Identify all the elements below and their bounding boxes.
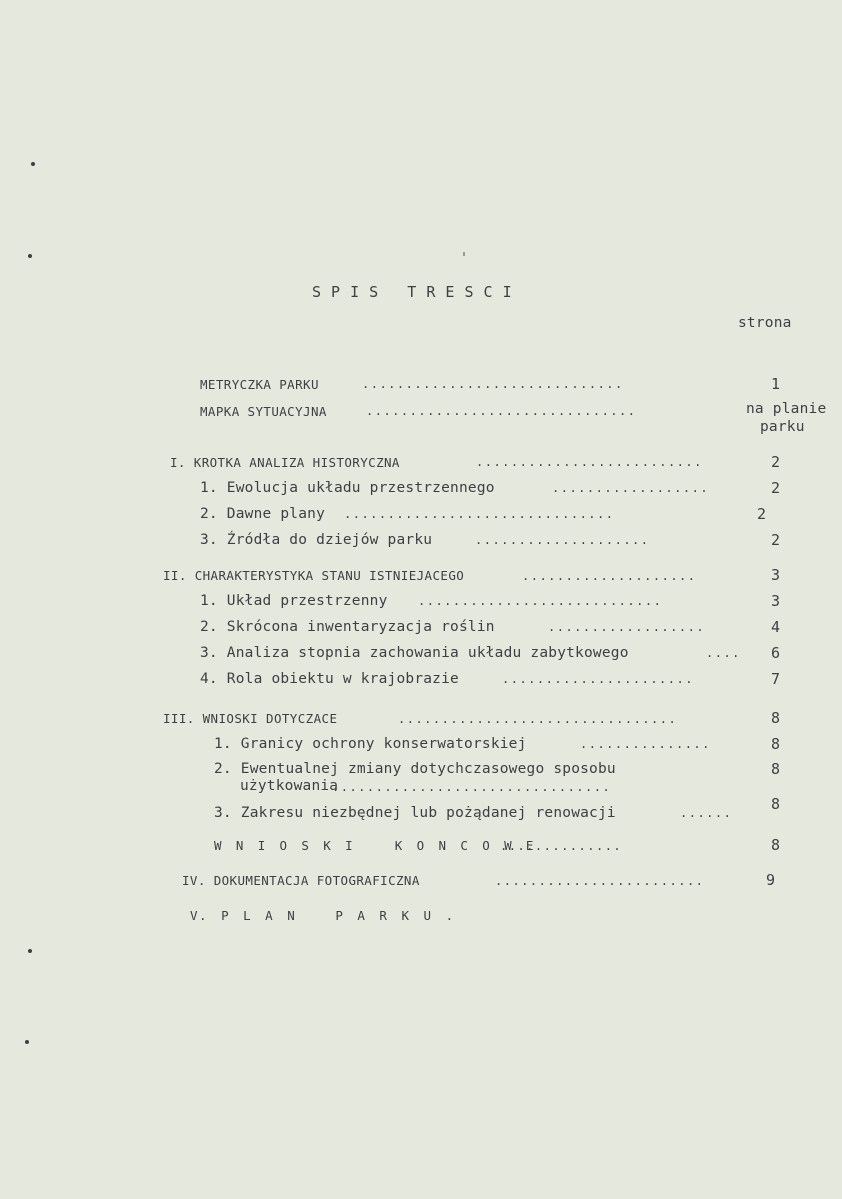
toc-section-label: W N I O S K I K O N C O W E — [214, 838, 534, 853]
toc-page-number: 8 — [771, 709, 781, 727]
toc-section-label: I. KROTKA ANALIZA HISTORYCZNA — [170, 455, 400, 470]
toc-leader-dots: ............................... — [344, 507, 615, 521]
toc-page-number: 4 — [771, 618, 781, 636]
toc-page-number: 6 — [771, 644, 781, 662]
toc-entry-label: 1. Układ przestrzenny — [200, 593, 388, 609]
toc-page-number: 8 — [771, 735, 781, 753]
toc-page-number: 2 — [771, 453, 781, 471]
toc-leader-dots: ................................ — [332, 780, 612, 794]
toc-page-number: 8 — [771, 760, 781, 778]
toc-section-label: III. WNIOSKI DOTYCZACE — [163, 711, 338, 726]
toc-leader-dots: .................... — [475, 533, 650, 547]
toc-entry-label-cont: użytkowania — [240, 778, 339, 794]
toc-leader-dots: ................................ — [398, 712, 678, 726]
toc-leader-dots: .................. — [552, 481, 710, 495]
toc-entry-label: 3. Źródła do dziejów parku — [200, 532, 433, 548]
toc-page-number: 8 — [771, 795, 781, 813]
margin-mark — [31, 162, 35, 166]
toc-entry-label: 3. Zakresu niezbędnej lub pożądanej renowacji — [214, 805, 616, 821]
toc-leader-dots: .................... — [522, 569, 697, 583]
toc-leader-dots: .... — [706, 646, 741, 660]
toc-entry-label: 4. Rola obiektu w krajobrazie — [200, 671, 459, 687]
margin-mark — [28, 254, 32, 258]
toc-entry-label: 2. Skrócona inwentaryzacja roślin — [200, 619, 495, 635]
toc-leader-dots: ...... — [680, 806, 733, 820]
toc-page-number: 1 — [771, 375, 781, 393]
toc-section-label: II. CHARAKTERYSTYKA STANU ISTNIEJACEGO — [163, 568, 465, 583]
margin-mark — [28, 949, 32, 953]
toc-page-number: 2 — [757, 505, 767, 523]
toc-leader-dots: ............................ — [418, 594, 663, 608]
toc-leader-dots: ........................ — [495, 874, 705, 888]
toc-page-number: 2 — [771, 479, 781, 497]
toc-entry-label: 2. Dawne plany — [200, 506, 326, 522]
page-column-label: strona — [738, 315, 792, 331]
toc-leader-dots: ............................... — [366, 404, 637, 418]
toc-entry-label: MAPKA SYTUACYJNA — [200, 404, 327, 419]
toc-page-number: 9 — [766, 871, 776, 889]
toc-leader-dots: .................. — [548, 620, 706, 634]
toc-page-number-cont: parku — [760, 419, 805, 435]
toc-page-number: 3 — [771, 592, 781, 610]
paper-speck — [463, 252, 465, 256]
toc-page-number: 8 — [771, 836, 781, 854]
toc-section-label: V. P L A N P A R K U . — [190, 908, 455, 923]
toc-entry-label: 2. Ewentualnej zmiany dotychczasowego sposobu — [214, 761, 616, 777]
toc-entry-label: 3. Analiza stopnia zachowania układu zabytkowego — [200, 645, 629, 661]
toc-page-number: 7 — [771, 670, 781, 688]
toc-entry-label: 1. Granicy ochrony konserwatorskiej — [214, 736, 527, 752]
toc-leader-dots: .......................... — [476, 455, 703, 469]
toc-leader-dots: ...................... — [502, 672, 694, 686]
toc-entry-label: 1. Ewolucja układu przestrzennego — [200, 480, 495, 496]
toc-page-number: 2 — [771, 531, 781, 549]
toc-title: S P I S T R E S C I — [312, 283, 513, 301]
toc-leader-dots: ............... — [580, 737, 711, 751]
toc-leader-dots: .............. — [500, 839, 623, 853]
toc-entry-label: METRYCZKA PARKU — [200, 377, 319, 392]
margin-mark — [25, 1040, 29, 1044]
toc-section-label: IV. DOKUMENTACJA FOTOGRAFICZNA — [182, 873, 420, 888]
toc-page-number: 3 — [771, 566, 781, 584]
toc-leader-dots: .............................. — [362, 377, 624, 391]
toc-page-number: na planie — [746, 401, 827, 417]
